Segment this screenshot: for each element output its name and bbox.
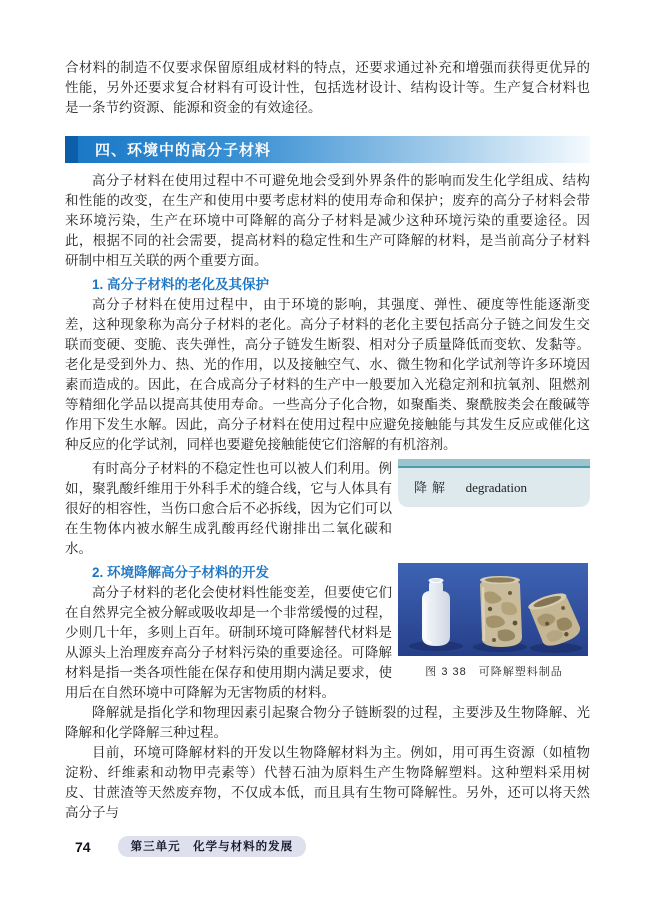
subsection2-paragraph1: 高分子材料的老化会使材料性能变差，但要使它们在自然界完全被分解或吸收却是一个非常缓慢的过程，少则几十年，多则上百年。研制环境可降解替代材料是从源头上治理废弃高分子材料污染的重要途径。可降解材料是指一类各项性能在保存和使用期内满足要求，使用后在自然环境中可降解为无害物质的材料。 <box>65 585 392 700</box>
subsection2-paragraph2: 降解就是指化学和物理因素引起聚合物分子链断裂的过程，主要涉及生物降解、光降解和化学降解三种过程。 <box>65 705 590 740</box>
vocabulary-box-body <box>398 468 590 507</box>
subsection2-paragraph3: 目前，环境可降解材料的开发以生物降解材料为主。例如，用可再生资源（如植物淀粉、纤维素和动物甲壳素等）代替石油为原料生产生物降解塑料。这种塑料采用树皮、甘蔗渣等天然废弃物，不仅成本低，而且具有生物可降解性。另外，还可以将天然高分子与 <box>65 745 590 820</box>
unit-label-pill: 第三单元 化学与材料的发展 <box>118 836 307 857</box>
section-header-bar <box>65 136 590 163</box>
subsection1-heading: 1. 高分子材料的老化及其保护 <box>92 277 270 292</box>
subsection1-paragraph2: 有时高分子材料的不稳定性也可以被人们利用。例如，聚乳酸纤维用于外科手术的缝合线，它与人体具有很好的相容性，当伤口愈合后不必拆线，因为它们可以在生物体内被水解生成乳酸再经代谢排出二氧化碳和水。 <box>65 461 392 556</box>
section-title: 四、环境中的高分子材料 <box>95 142 272 159</box>
section-intro-paragraph: 高分子材料在使用过程中不可避免地会受到外界条件的影响而发生化学组成、结构和性能的改变，在生产和使用中要考虑材料的使用寿命和保护；废弃的高分子材料会带来环境污染，生产在环境中可降解的高分子材料是减少这种环境污染的重要途径。因此，根据不同的社会需要，提高材料的稳定性和生产可降解的材料，是当前高分子材料研制中相互关联的两个重要方面。 <box>65 173 590 268</box>
wrap-region <box>65 455 590 703</box>
figure-photo <box>398 563 588 656</box>
degraded-bottle <box>480 576 522 647</box>
page-number: 74 <box>75 838 91 855</box>
figure-caption: 图 3 38 可降解塑料制品 <box>425 666 563 678</box>
figure-degradable-plastics <box>398 563 590 679</box>
vocabulary-translation: degradation <box>465 480 528 495</box>
page-footer <box>75 836 306 857</box>
vocabulary-box <box>398 459 590 507</box>
right-rail <box>398 455 590 679</box>
subsection1-paragraph1: 高分子材料在使用过程中，由于环境的影响，其强度、弹性、硬度等性能逐渐变差，这种现象称为高分子材料的老化。高分子材料的老化主要包括高分子链之间发生交联而变硬、变脆、丧失弹性，高分子链发生断裂、相对分子质量降低而变软、发黏等。老化是受到外力、热、光的作用，以及接触空气、水、微生物和化学试剂等许多环境因素而造成的。因此，在合成高分子材料的生产中一般要加入光稳定剂和抗氧剂、阻燃剂等精细化学品以提高其使用寿命。一些高分子化合物，如聚酯类、聚酰胺类会在酸碱等作用下发生水解。因此，高分子材料在使用过程中应避免接触能与其发生反应或催化这种反应的化学试剂，同样也要避免接触能使它们溶解的有机溶剂。 <box>65 297 590 452</box>
vocabulary-box-top-strip <box>398 459 590 468</box>
intro-paragraph: 合材料的制造不仅要求保留原组成材料的特点，还要求通过补充和增强而获得更优异的性能，另外还要求复合材料有可设计性，包括选材设计、结构设计等。生产复合材料也是一条节约资源、能源和资金的有效途径。 <box>65 60 590 115</box>
page-content <box>65 58 590 823</box>
section-bar-accent-block <box>65 136 78 163</box>
vocabulary-term: 降解 <box>414 480 451 495</box>
subsection2-heading: 2. 环境降解高分子材料的开发 <box>92 565 270 580</box>
